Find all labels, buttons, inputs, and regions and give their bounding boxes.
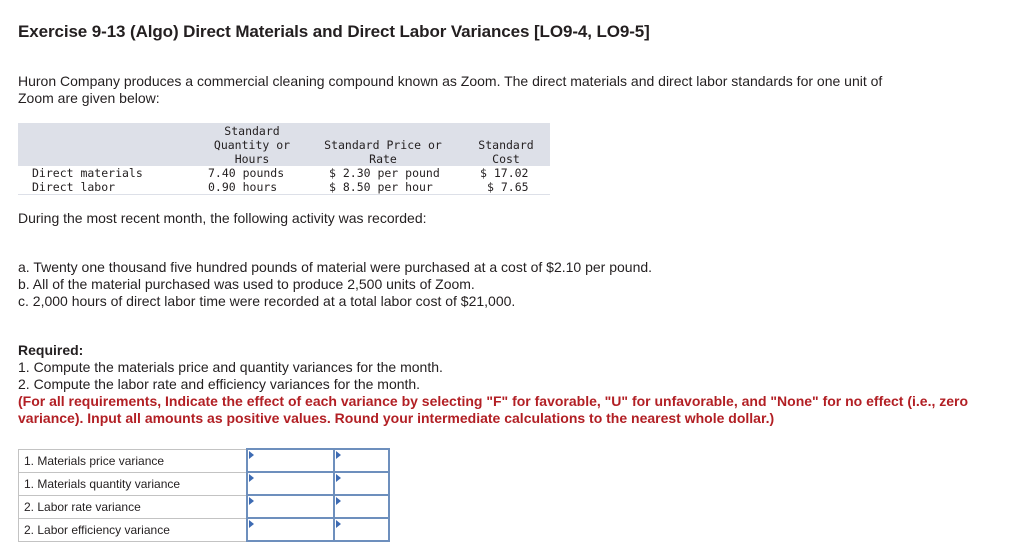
dropdown-marker-icon — [336, 474, 341, 482]
materials-quantity-variance-amount-input[interactable] — [248, 473, 337, 494]
input-marker-icon — [249, 451, 254, 459]
labor-efficiency-variance-amount-cell[interactable] — [247, 518, 334, 541]
input-marker-icon — [249, 497, 254, 505]
answer-row — [19, 518, 390, 541]
dropdown-marker-icon — [336, 497, 341, 505]
answer-label: 1. Materials quantity variance — [19, 472, 248, 495]
activity-item-a: a. Twenty one thousand five hundred pounds of material were purchased at a cost of $2.10 per pound. — [18, 259, 653, 275]
header-quantity-line3: Hours — [234, 152, 270, 166]
materials-price: $ 2.30 per pound — [329, 166, 440, 180]
labor-cost: $ 7.65 — [487, 180, 529, 194]
row-label-labor: Direct labor — [32, 180, 116, 194]
header-price-line1: Standard Price or — [324, 138, 442, 152]
activity-lead: During the most recent month, the following activity was recorded: — [18, 210, 427, 226]
labor-rate: $ 8.50 per hour — [329, 180, 433, 194]
header-cost-line2: Cost — [492, 152, 520, 166]
answer-row — [19, 472, 390, 495]
standards-table — [18, 123, 550, 195]
materials-quantity-variance-effect-select[interactable] — [334, 472, 389, 495]
header-price-line2: Rate — [369, 152, 397, 166]
answer-label: 1. Materials price variance — [19, 449, 248, 472]
required-instructions: (For all requirements, Indicate the effect of each variance by selecting "F" for favorable, "U" for unfavorable, and "None" for no effect (i.e., zero variance). Input all amounts as positive values. Round your intermediate calculations to the nearest whole dollar.) — [18, 393, 969, 426]
labor-rate-variance-amount-cell[interactable] — [247, 495, 334, 518]
input-marker-icon — [249, 520, 254, 528]
materials-cost: $ 17.02 — [480, 166, 529, 180]
materials-quantity: 7.40 pounds — [208, 166, 285, 180]
labor-rate-variance-effect-select[interactable] — [334, 495, 389, 518]
labor-rate-variance-amount-input[interactable] — [248, 496, 337, 517]
materials-quantity-variance-amount-cell[interactable] — [247, 472, 334, 495]
required-heading: Required: — [18, 342, 84, 358]
dropdown-marker-icon — [336, 520, 341, 528]
exercise-title: Exercise 9-13 (Algo) Direct Materials and Direct Labor Variances [LO9-4, LO9-5] — [18, 22, 650, 41]
answer-label: 2. Labor rate variance — [19, 495, 248, 518]
header-quantity-line1: Standard — [224, 124, 280, 138]
required-item-1: 1. Compute the materials price and quantity variances for the month. — [18, 359, 443, 375]
answer-row — [19, 495, 390, 518]
dropdown-marker-icon — [336, 451, 341, 459]
materials-price-variance-effect-select[interactable] — [334, 449, 389, 472]
activity-list — [18, 259, 652, 310]
answer-table — [18, 448, 390, 542]
answer-row — [19, 449, 390, 472]
labor-efficiency-variance-amount-input[interactable] — [248, 519, 337, 540]
activity-item-b: b. All of the material purchased was used to produce 2,500 units of Zoom. — [18, 276, 475, 292]
problem-intro: Huron Company produces a commercial cleaning compound known as Zoom. The direct materials and direct labor standards for one unit of Zoom are given below: — [18, 73, 883, 106]
header-cost-line1: Standard — [478, 138, 534, 152]
labor-efficiency-variance-effect-select[interactable] — [334, 518, 389, 541]
required-section — [18, 342, 1008, 427]
row-label-materials: Direct materials — [32, 166, 143, 180]
header-quantity-line2: Quantity or — [213, 138, 291, 152]
materials-price-variance-amount-input[interactable] — [248, 450, 337, 471]
answer-label: 2. Labor efficiency variance — [19, 518, 248, 541]
activity-item-c: c. 2,000 hours of direct labor time were recorded at a total labor cost of $21,000. — [18, 293, 516, 309]
input-marker-icon — [249, 474, 254, 482]
materials-price-variance-amount-cell[interactable] — [247, 449, 334, 472]
labor-quantity: 0.90 hours — [208, 180, 278, 194]
required-item-2: 2. Compute the labor rate and efficiency variances for the month. — [18, 376, 421, 392]
